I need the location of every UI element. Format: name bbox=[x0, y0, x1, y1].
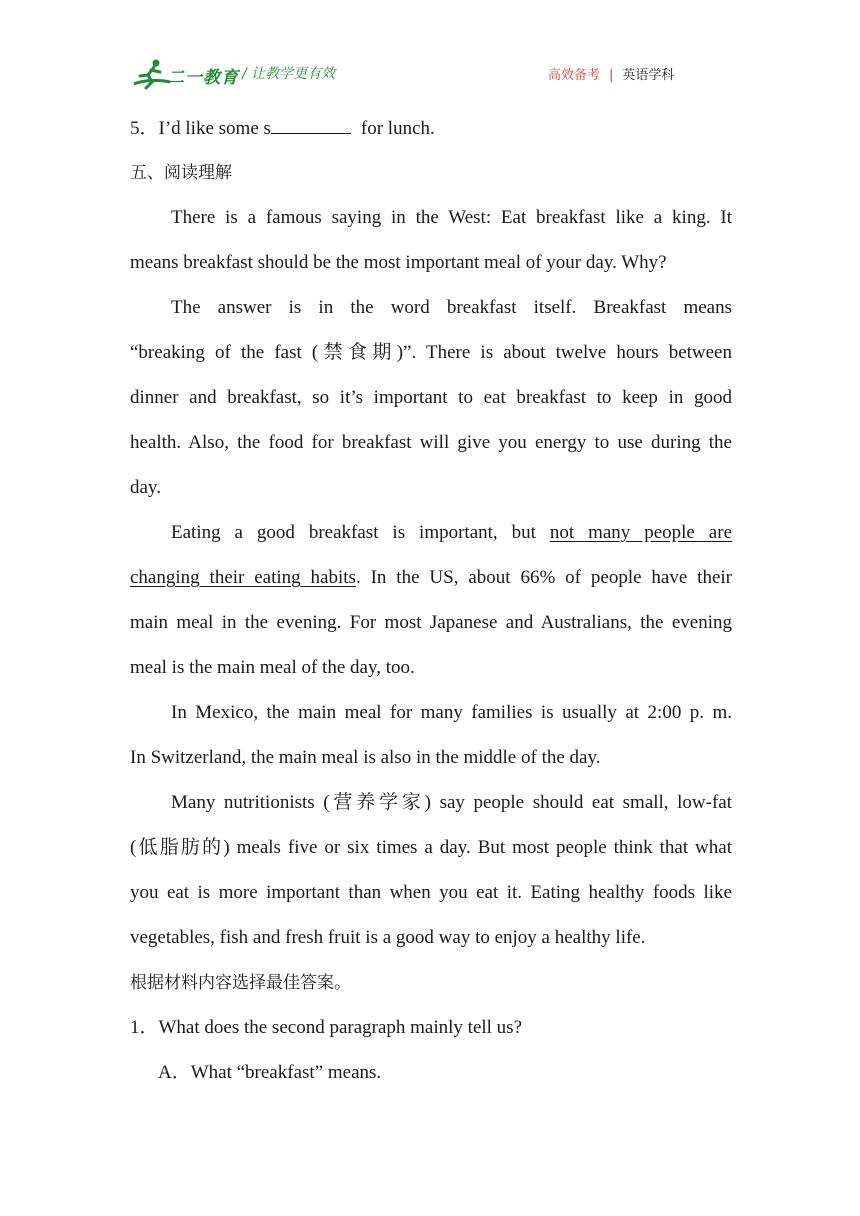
page-header bbox=[0, 0, 860, 100]
passage-p5-line2: (低脂肪的) meals five or six times a day. But most people think that what bbox=[130, 837, 732, 858]
underlined-phrase-part2: changing their eating habits bbox=[130, 567, 356, 588]
passage-p2-line4: health. Also, the food for breakfast will give you energy to use during the bbox=[130, 432, 732, 453]
header-tags bbox=[548, 64, 674, 83]
passage-p4-line1: In Mexico, the main meal for many families is usually at 2:00 p. m. bbox=[171, 702, 732, 723]
passage-p3-line2 bbox=[130, 567, 732, 589]
passage-p5-line1: Many nutritionists (营养学家) say people should eat small, low-fat bbox=[171, 792, 732, 813]
underlined-phrase-part1: not many people are bbox=[549, 522, 732, 543]
passage-p5-line3: you eat is more important than when you eat it. Eating healthy foods like bbox=[130, 882, 732, 903]
header-separator: | bbox=[609, 68, 614, 83]
answer-blank[interactable] bbox=[271, 117, 351, 134]
header-tag-prep: 高效备考 bbox=[548, 68, 601, 83]
passage-p3-line3: main meal in the evening. For most Japanese and Australians, the evening bbox=[130, 612, 732, 633]
passage-p2-line3: dinner and breakfast, so it’s important to eat breakfast to keep in good bbox=[130, 387, 732, 408]
p3-line2-text: . In the US, about 66% of people have their bbox=[355, 567, 732, 588]
passage-p2-line2: “breaking of the fast (禁食期)”. There is about twelve hours between bbox=[130, 342, 732, 363]
header-tag-subject: 英语学科 bbox=[622, 68, 675, 83]
instruction: 根据材料内容选择最佳答案。 bbox=[130, 973, 351, 993]
p3-line1-text: Eating a good breakfast is important, but bbox=[171, 522, 550, 543]
passage-p2-line5: day. bbox=[130, 477, 161, 498]
passage-p1-line2: means breakfast should be the most important meal of your day. Why? bbox=[130, 252, 667, 273]
passage-p5-line4: vegetables, fish and fresh fruit is a good way to enjoy a healthy life. bbox=[130, 927, 646, 948]
item5-prefix: 5．I’d like some s bbox=[130, 118, 271, 139]
passage-p3-line4: meal is the main meal of the day, too. bbox=[130, 657, 415, 678]
passage-p2-line1: The answer is in the word breakfast itself. Breakfast means bbox=[171, 297, 732, 318]
fill-in-item-5 bbox=[130, 117, 732, 140]
logo-text: 二一教育 bbox=[167, 68, 239, 88]
section-title: 五、阅读理解 bbox=[130, 163, 232, 183]
passage-p1-line1: There is a famous saying in the West: Eat breakfast like a king. It bbox=[171, 207, 732, 228]
passage-p4-line2: In Switzerland, the main meal is also in the middle of the day. bbox=[130, 747, 601, 768]
passage-p3-line1 bbox=[130, 522, 732, 544]
question-1-stem: 1．What does the second paragraph mainly tell us? bbox=[130, 1017, 523, 1038]
question-1-option-a[interactable]: A．What “breakfast” means. bbox=[158, 1062, 382, 1083]
item5-suffix: for lunch. bbox=[360, 118, 435, 139]
header-slogan: / 让教学更有效 bbox=[242, 66, 336, 82]
